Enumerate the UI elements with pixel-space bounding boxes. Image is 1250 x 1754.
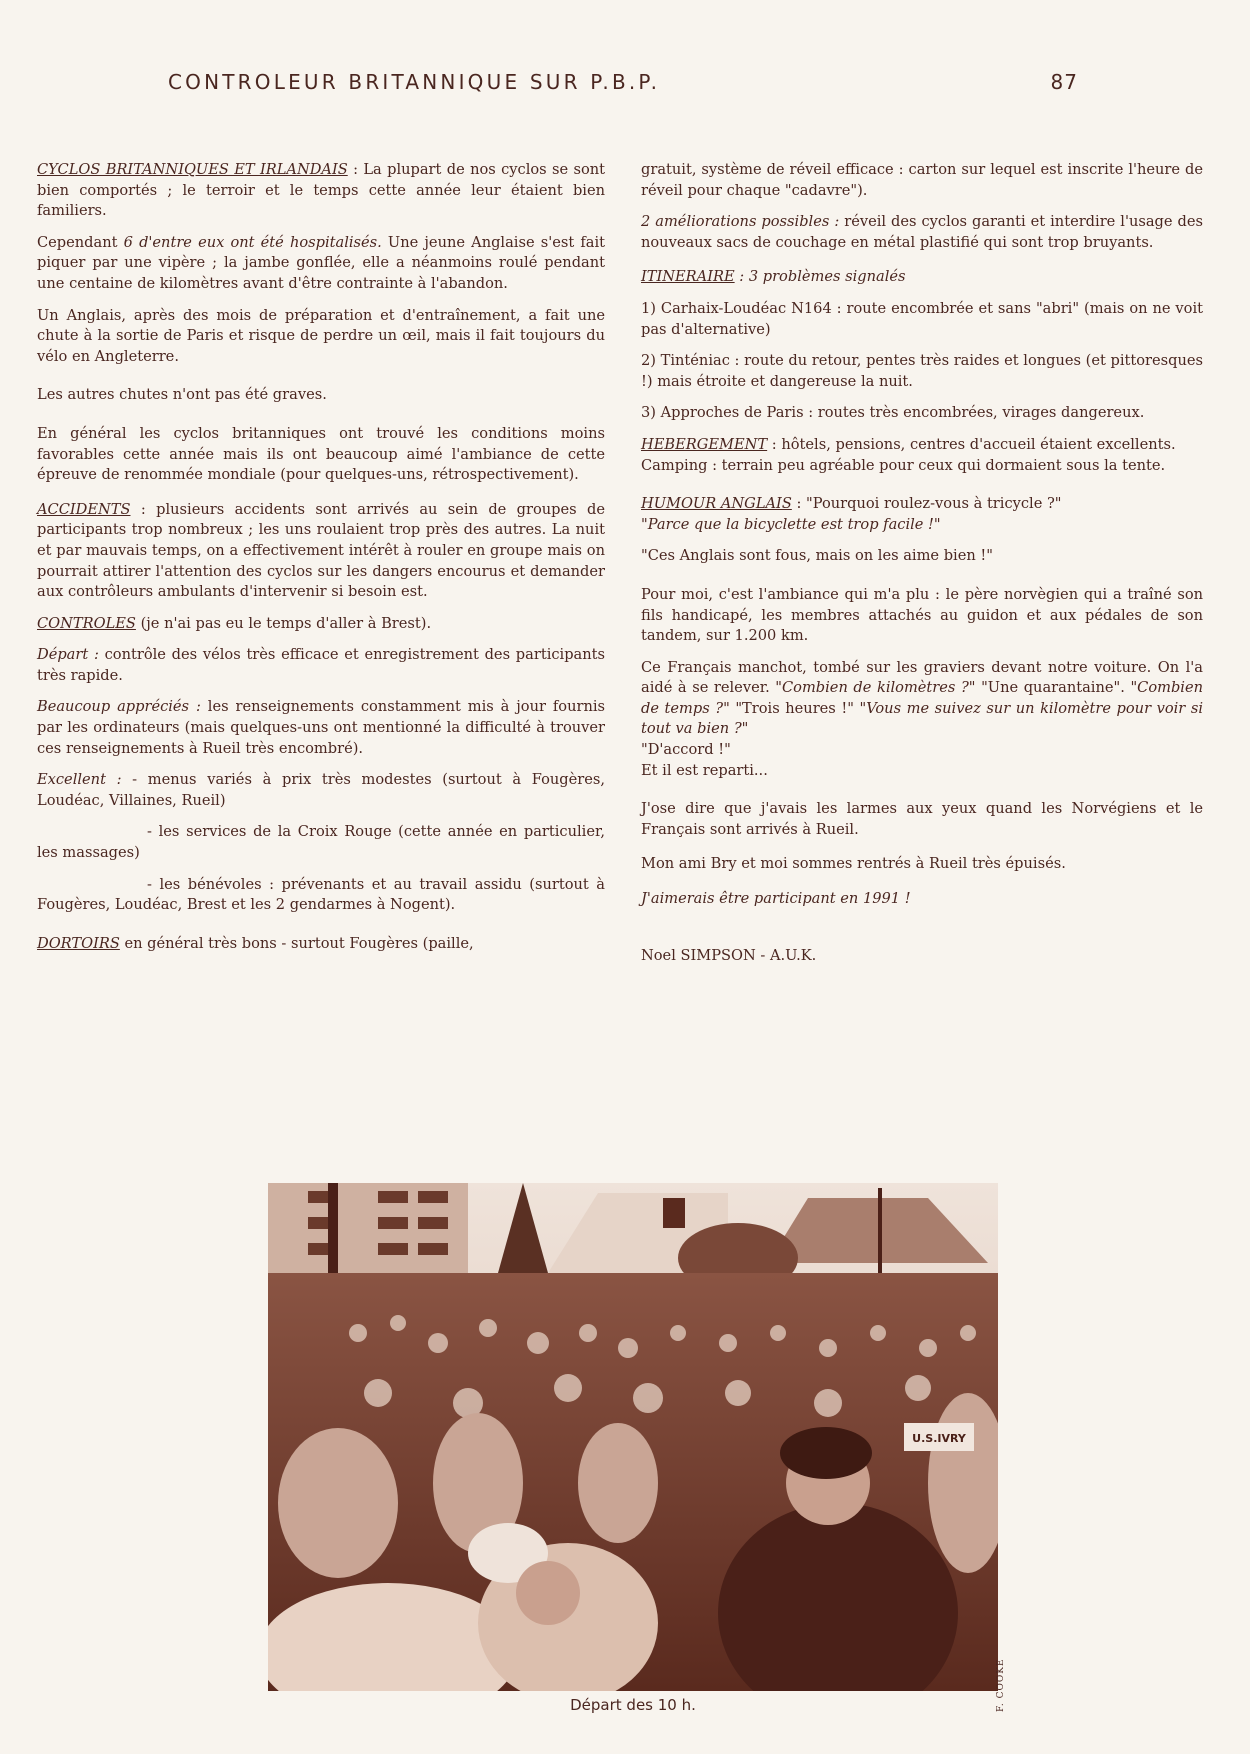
paragraph-text: Ce Français manchot, tombé sur les graviers devant notre voiture. On l'a aidé à se relever. [641,658,1203,697]
quote-text: "Trois heures !" [729,699,860,717]
paragraph-text: : "Pourquoi roulez-vous à tricycle ?" [791,495,1062,513]
paragraph-text: contrôle des vélos très efficace et enregistrement des participants très rapide. [37,646,605,684]
paragraph-dortoirs [37,934,605,955]
section-heading-dortoirs: DORTOIRS [37,934,120,952]
section-heading-controles: CONTROLES [37,614,136,632]
paragraph-rentres: Mon ami Bry et moi sommes rentrés à Rueil très épuisés. [641,855,1066,873]
paragraph-hospitalised [37,233,605,295]
label-text: Départ : [37,646,99,664]
section-heading-hebergement: HEBERGEMENT [641,435,768,453]
quote-text: "Vous me suivez sur un kilomètre pour voir si tout va bien ?" [641,699,1203,738]
quote-text: "Une quarantaine". [975,679,1131,697]
club-sign-text: U.S.IVRY [912,1432,966,1445]
paragraph-carhaix: 1) Carhaix-Loudéac N164 : route encombrée et sans "abri" (mais on ne voit pas d'alternative) [641,299,1203,338]
paragraph-croix-rouge: - les services de la Croix Rouge (cette année en particulier, les massages) [37,823,605,862]
paragraph-hebergement [641,435,1203,456]
quote-text: "Combien de temps ?" [641,679,1203,717]
paragraph-depart [37,645,605,686]
paragraph-reparti: Et il est reparti... [641,761,768,779]
photo-depart-crowd [268,1183,998,1691]
paragraph-excellent [37,770,605,811]
paragraph-controles [37,614,605,635]
paragraph-camping: Camping : terrain peu agréable pour ceux qui dormaient sous la tente. [641,456,1166,474]
paragraph-text: Cependant [37,233,124,251]
paragraph-tinteniac: 2) Tinténiac : route du retour, pentes très raides et longues (et pittoresques !) mais étroite et dangereuse la nuit. [641,352,1203,390]
paragraph-autres-chutes: Les autres chutes n'ont pas été graves. [37,386,327,404]
photo-illustration [268,1183,998,1691]
photo-caption: Départ des 10 h. [570,1696,696,1714]
paragraph-anglais-fous: "Ces Anglais sont fous, mais on les aime bien !" [641,547,993,565]
page-number: 87 [1050,70,1078,94]
label-text: 2 améliorations possibles : [641,213,840,231]
paragraph-benevoles: - les bénévoles : prévenants et au travail assidu (surtout à Fougères, Loudéac, Brest et les 2 gendarmes à Nogent). [37,875,605,914]
paragraph-ambiance: Pour moi, c'est l'ambiance qui m'a plu : le père norvègien qui a traîné son fils handicapé, les membres attachés au guidon et aux pédales de son tandem, sur 1.200 km. [641,585,1203,645]
paragraph-text: : hôtels, pensions, centres d'accueil étaient excellents. [767,435,1176,453]
signature: Noel SIMPSON - A.U.K. [641,946,817,964]
section-heading-humour: HUMOUR ANGLAIS [641,495,792,513]
quote-text: "Combien de kilomètres ?" [775,679,976,697]
label-text: Beaucoup appréciés : [37,698,201,716]
paragraph-daccord: "D'accord !" [641,741,731,759]
left-column [37,160,605,965]
emphasis-text: 6 d'entre eux ont été hospitalisés. [123,233,382,251]
paragraph-text: les renseignements constamment mis à jour fournis par les ordinateurs (mais quelques-uns ont mentionné la difficulté à trouver ces renseignements à Rueil très encombré). [37,698,606,757]
paragraph-larmes: J'ose dire que j'avais les larmes aux yeux quand les Norvégiens et le Français sont arrivés à Rueil. [641,800,1203,838]
right-column [641,160,1203,977]
paragraph-text: en général très bons - surtout Fougères (paille, [119,934,474,952]
paragraph-francais-manchot [641,658,1203,740]
label-text: Excellent : [37,771,122,789]
paragraph-gratuit: gratuit, système de réveil efficace : carton sur lequel est inscrite l'heure de réveil pour chaque "cadavre"). [641,161,1203,199]
header-title: CONTROLEUR BRITANNIQUE SUR P.B.P. [168,70,661,94]
paragraph-1991: J'aimerais être participant en 1991 ! [641,890,911,908]
paragraph-text: plusieurs accidents sont arrivés au sein de groupes de participants trop nombreux ; les uns roulaient trop près des autres. La nuit et par mauvais temps, on a effectivement intérêt à rouler en groupe mais on pourrait attirer l'attention des cyclos sur les dangers encourus et demander aux contrôleurs ambulants d'intervenir si besoin est. [37,500,605,601]
paragraph-ameliorations [641,212,1203,253]
paragraph-text: La plupart de nos cyclos se sont bien comportés ; le terroir et le temps cette année leur étaient bien familiers. [37,161,605,220]
running-header [168,70,1078,94]
paragraph-text: Une jeune Anglaise s'est fait piquer par une vipère ; la jambe gonflée, elle a néanmoins roulé pendant une centaine de kilomètres avant d'être contrainte à l'abandon. [37,233,605,292]
separator: : [130,500,157,518]
photo-credit: F. COOKE [996,1658,1006,1712]
paragraph-apprecies [37,697,605,759]
paragraph-text: : 3 problèmes signalés [734,268,906,286]
section-heading-cyclos: CYCLOS BRITANNIQUES ET IRLANDAIS [37,161,348,178]
paragraph-text: (je n'ai pas eu le temps d'aller à Brest). [135,614,432,632]
paragraph-accidents [37,500,605,603]
section-heading-accidents: ACCIDENTS [37,500,131,518]
paragraph-itineraire [641,267,1203,288]
separator: : [347,161,364,178]
paragraph-cyclos [37,160,605,222]
section-heading-itineraire: ITINERAIRE [641,268,735,286]
paragraph-chute: Un Anglais, après des mois de préparation et d'entraînement, a fait une chute à la sortie de Paris et risque de perdre un œil, mais il fait toujours du vélo en Angleterre. [37,306,605,365]
paragraph-humour [641,494,1203,515]
paragraph-text: réveil des cyclos garanti et interdire l'usage des nouveaux sacs de couchage en métal plastifié qui sont trop bruyants. [641,213,1203,251]
paragraph-en-general: En général les cyclos britanniques ont trouvé les conditions moins favorables cette année mais ils ont beaucoup aimé l'ambiance de cette épreuve de renommée mondiale (pour quelques-uns, rétrospectivement). [37,424,605,484]
paragraph-humour-reply: "Parce que la bicyclette est trop facile !" [641,515,941,533]
paragraph-text: - menus variés à prix très modestes (surtout à Fougères, Loudéac, Villaines, Rueil) [37,771,605,809]
paragraph-approches: 3) Approches de Paris : routes très encombrées, virages dangereux. [641,404,1145,422]
